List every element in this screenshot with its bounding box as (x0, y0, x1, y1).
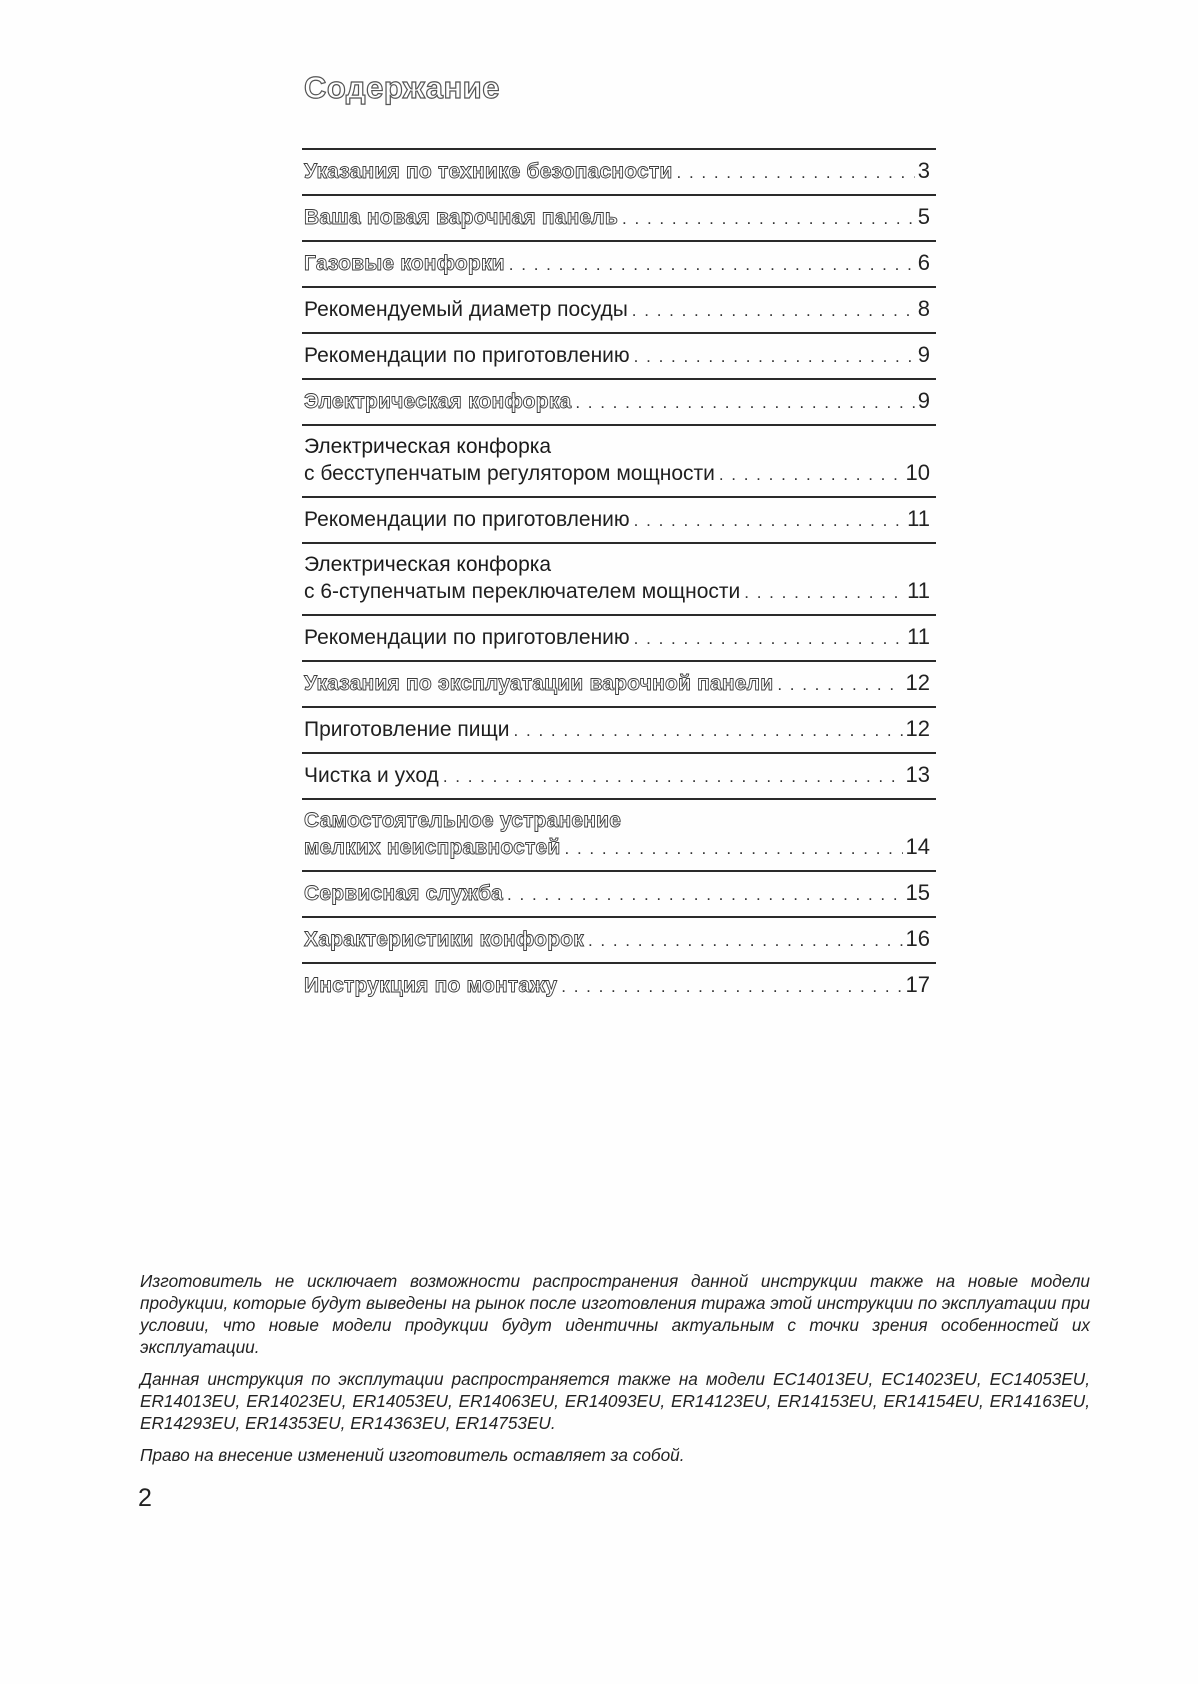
toc-entry[interactable] (302, 708, 936, 754)
toc-entry-label: Рекомендации по приготовлению (304, 508, 630, 531)
table-of-contents (302, 148, 936, 1008)
page-title: Содержание (304, 70, 500, 105)
dot-leader (777, 672, 902, 698)
toc-entry[interactable] (302, 150, 936, 196)
dot-leader (634, 508, 904, 534)
toc-entry[interactable] (302, 918, 936, 964)
toc-entry-page: 9 (917, 342, 930, 367)
toc-entry[interactable] (302, 426, 936, 498)
dot-leader (719, 462, 903, 488)
toc-entry-label: Рекомендуемый диаметр посуды (304, 298, 628, 321)
toc-entry[interactable] (302, 964, 936, 1008)
toc-entry[interactable] (302, 800, 936, 872)
toc-entry-page: 16 (905, 926, 930, 951)
toc-entry[interactable] (302, 662, 936, 708)
dot-leader (443, 764, 903, 790)
toc-entry[interactable] (302, 872, 936, 918)
dot-leader (561, 974, 902, 1000)
toc-entry-label: Ваша новая варочная панель (304, 206, 619, 229)
dot-leader (575, 390, 914, 416)
toc-entry-label-line1: Самостоятельное устранение (304, 809, 622, 832)
toc-entry-label: Инструкция по монтажу (304, 974, 558, 997)
dot-leader (588, 928, 903, 954)
toc-entry-label: с бесступенчатым регулятором мощности (304, 462, 715, 485)
toc-entry-label-line1: Электрическая конфорка (304, 553, 552, 576)
rights-paragraph: Право на внесение изменений изготовитель оставляет за собой. (140, 1445, 685, 1465)
toc-entry-label: Газовые конфорки (304, 252, 505, 275)
toc-entry-label: Характеристики конфорок (304, 928, 584, 951)
toc-entry-label: Рекомендации по приготовлению (304, 626, 630, 649)
toc-entry-label: Указания по технике безопасности (304, 160, 673, 183)
toc-entry[interactable] (302, 242, 936, 288)
toc-entry-page: 9 (917, 388, 930, 413)
toc-entry-page: 5 (917, 204, 930, 229)
footer-notes (140, 1270, 1090, 1476)
toc-entry-page: 13 (905, 762, 930, 787)
toc-entry-label: Сервисная служба (304, 882, 504, 905)
toc-entry-page: 11 (907, 624, 930, 649)
toc-entry-page: 17 (905, 972, 930, 997)
toc-entry-label: мелких неисправностей (304, 836, 561, 859)
dot-leader (509, 252, 915, 278)
page-number: 2 (138, 1484, 152, 1512)
dot-leader (677, 160, 915, 186)
toc-entry-label-line1: Электрическая конфорка (304, 435, 552, 458)
toc-entry-page: 12 (905, 670, 930, 695)
toc-entry[interactable] (302, 498, 936, 544)
toc-entry-label: Электрическая конфорка (304, 390, 572, 413)
dot-leader (634, 626, 904, 652)
dot-leader (565, 836, 903, 862)
toc-entry[interactable] (302, 616, 936, 662)
toc-entry[interactable] (302, 196, 936, 242)
toc-entry-page: 8 (917, 296, 930, 321)
toc-entry-page: 15 (905, 880, 930, 905)
toc-entry-page: 10 (905, 460, 930, 485)
toc-entry[interactable] (302, 544, 936, 616)
disclaimer-paragraph: Изготовитель не исключает возможности распространения данной инструкции также на новые модели продукции, которые будут выведены на рынок после изготовления тиража этой инструкции по эксплуатации при условии, что новые модели продукции будут идентичны актуальным с точки зрения особенностей их эксплуатации. (140, 1271, 1090, 1357)
toc-entry[interactable] (302, 288, 936, 334)
toc-entry-page: 14 (905, 834, 930, 859)
toc-entry[interactable] (302, 754, 936, 800)
dot-leader (634, 344, 915, 370)
dot-leader (507, 882, 902, 908)
dot-leader (744, 580, 904, 606)
toc-entry-page: 6 (917, 250, 930, 275)
toc-entry-page: 11 (907, 506, 930, 531)
toc-entry[interactable] (302, 380, 936, 426)
toc-entry-label: с 6-ступенчатым переключателем мощности (304, 580, 741, 603)
dot-leader (622, 206, 915, 232)
dot-leader (632, 298, 915, 324)
toc-entry-label: Чистка и уход (304, 764, 439, 787)
dot-leader (514, 718, 903, 744)
toc-entry-label: Указания по эксплуатации варочной панели (304, 672, 774, 695)
toc-entry[interactable] (302, 334, 936, 380)
models-paragraph: Данная инструкция по эксплутации распространяется также на модели EC14013EU, EC14023EU, EC14053EU, ER14013EU, ER14023EU, ER14053EU, ER14063EU, ER14093EU, ER14123EU, ER14153EU, ER14154EU, ER14163EU, ER14293EU, ER14353EU, ER14363EU, ER14753EU. (140, 1369, 1090, 1433)
toc-entry-label: Приготовление пищи (304, 718, 510, 741)
toc-entry-label: Рекомендации по приготовлению (304, 344, 630, 367)
toc-entry-page: 12 (905, 716, 930, 741)
toc-entry-page: 11 (907, 578, 930, 603)
toc-entry-page: 3 (917, 158, 930, 183)
